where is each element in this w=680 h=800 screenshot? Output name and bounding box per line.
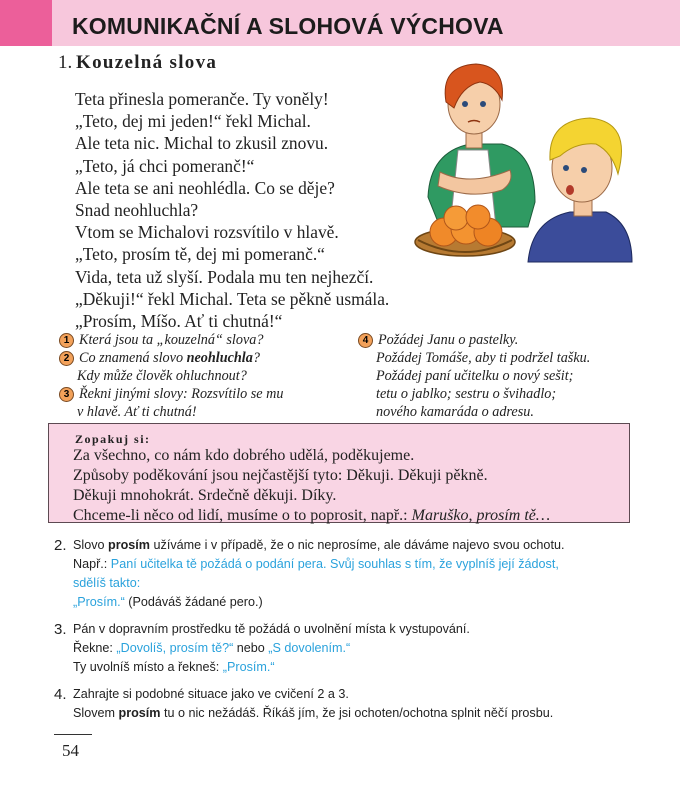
boy-figure bbox=[528, 118, 632, 262]
exercise-4-line: Slovem prosím tu o nic nežádáš. Říkáš jím, že jsi ochoten/ochotna splnit něčí prosbu. bbox=[73, 706, 554, 720]
question-3-line-2: v hlavě. Ať ti chutná! bbox=[77, 404, 197, 420]
example-text: „S dovolením.“ bbox=[268, 641, 351, 655]
exercise-2 bbox=[54, 536, 644, 612]
poem-line: Ale teta se ani neohlédla. Co se děje? bbox=[75, 177, 335, 198]
question-4-line: nového kamaráda o adresu. bbox=[376, 404, 534, 420]
question-4-line: Požádej Tomáše, aby ti podržel tašku. bbox=[376, 350, 591, 366]
page-title: KOMUNIKAČNÍ A SLOHOVÁ VÝCHOVA bbox=[72, 13, 504, 39]
rule-box-label: Zopakuj si: bbox=[75, 432, 151, 446]
questions-left-column bbox=[59, 331, 349, 421]
number-circle-icon: 4 bbox=[358, 333, 373, 348]
poem-line: „Prosím, Míšo. Ať ti chutná!“ bbox=[75, 311, 283, 332]
question-4-line: tetu o jablko; sestru o švihadlo; bbox=[376, 386, 557, 402]
rule-line: Způsoby poděkování jsou nejčastější tyto: Děkuji. Děkuji pěkně. bbox=[73, 467, 488, 484]
question-2: 2 Co znamená slovo neohluchla? bbox=[59, 349, 349, 367]
poem-line: „Teto, já chci pomeranč!“ bbox=[75, 155, 255, 176]
exercise-4 bbox=[54, 685, 644, 723]
example-text: sdělíš takto: bbox=[73, 576, 141, 590]
exercise-3-line: Ty uvolníš místo a řekneš: „Prosím.“ bbox=[73, 660, 275, 674]
page-number: 54 bbox=[62, 741, 79, 760]
rule-line: Chceme-li něco od lidí, musíme o to poprosit, např.: Maruško, prosím tě… bbox=[73, 507, 551, 524]
aunt-and-boy-illustration bbox=[410, 52, 635, 272]
number-circle-icon: 3 bbox=[59, 387, 74, 402]
exercise-4-number: 4. bbox=[54, 686, 67, 703]
example-text: „Dovolíš, prosím tě?“ bbox=[116, 641, 234, 655]
poem-line: „Teto, prosím tě, dej mi pomeranč.“ bbox=[75, 244, 325, 265]
poem-line: Ale teta nic. Michal to zkusil znovu. bbox=[75, 133, 329, 154]
rule-box bbox=[48, 423, 630, 523]
exercise-4-line: Zahrajte si podobné situace jako ve cvičení 2 a 3. bbox=[73, 687, 349, 701]
poem-line: „Děkuji!“ řekl Michal. Teta se pěkně usmála. bbox=[75, 288, 390, 309]
rule-line: Děkuji mnohokrát. Srdečně děkuji. Díky. bbox=[73, 487, 337, 504]
question-2-line-2: Kdy může člověk ohluchnout? bbox=[77, 368, 247, 384]
exercise-2-line: „Prosím.“ (Podáváš žádané pero.) bbox=[73, 595, 263, 609]
poem-line: „Teto, dej mi jeden!“ řekl Michal. bbox=[75, 111, 311, 132]
aunt-figure bbox=[428, 64, 535, 227]
poem-line: Vtom se Michalovi rozsvítilo v hlavě. bbox=[75, 222, 339, 243]
exercise-3-line: Řekne: „Dovolíš, prosím tě?“ nebo „S dovolením.“ bbox=[73, 641, 351, 655]
exercise-1-title: Kouzelná slova bbox=[76, 52, 218, 73]
rule-example: Maruško, prosím tě… bbox=[411, 507, 551, 524]
question-4: 4 Požádej Janu o pastelky. bbox=[358, 331, 658, 349]
poem bbox=[75, 88, 415, 332]
poem-line: Vida, teta už slyší. Podala mu ten nejhezčí. bbox=[75, 266, 374, 287]
question-1: 1 Která jsou ta „kouzelná“ slova? bbox=[59, 331, 349, 349]
number-circle-icon: 1 bbox=[59, 333, 74, 348]
poem-line: Teta přinesla pomeranče. Ty voněly! bbox=[75, 89, 329, 109]
question-3: 3 Řekni jinými slovy: Rozsvítilo se mu bbox=[59, 385, 349, 403]
poem-line: Snad neohluchla? bbox=[75, 200, 199, 221]
exercise-2-line: Např.: Paní učitelka tě požádá o podání pera. Svůj souhlas s tím, že vyplníš její žádost, bbox=[73, 557, 559, 571]
question-4-line: Požádej paní učitelku o nový sešit; bbox=[376, 368, 574, 384]
exercise-1-number: 1. bbox=[58, 52, 73, 73]
example-text: Paní učitelka tě požádá o podání pera. Svůj souhlas s tím, že vyplníš její žádost, bbox=[110, 557, 559, 571]
rule-box-text bbox=[73, 446, 550, 526]
rule-line: Za všechno, co nám kdo dobrého udělá, poděkujeme. bbox=[73, 447, 415, 464]
exercise-3 bbox=[54, 620, 644, 677]
exercise-3-line: Pán v dopravním prostředku tě požádá o uvolnění místa k vystupování. bbox=[73, 622, 470, 636]
exercise-2-number: 2. bbox=[54, 537, 67, 554]
number-circle-icon: 2 bbox=[59, 351, 74, 366]
bold-word: prosím bbox=[118, 706, 161, 720]
example-text: „Prosím.“ bbox=[222, 660, 275, 674]
bold-word: neohluchla bbox=[186, 350, 253, 366]
exercise-2-line: Slovo prosím užíváme i v případě, že o nic neprosíme, ale dáváme najevo svou ochotu. bbox=[73, 538, 565, 552]
page-number-rule bbox=[54, 734, 92, 735]
questions-right-column bbox=[358, 331, 658, 421]
bold-word: prosím bbox=[108, 538, 151, 552]
exercise-3-number: 3. bbox=[54, 621, 67, 638]
header-accent bbox=[0, 0, 52, 46]
example-text: „Prosím.“ bbox=[73, 595, 125, 609]
